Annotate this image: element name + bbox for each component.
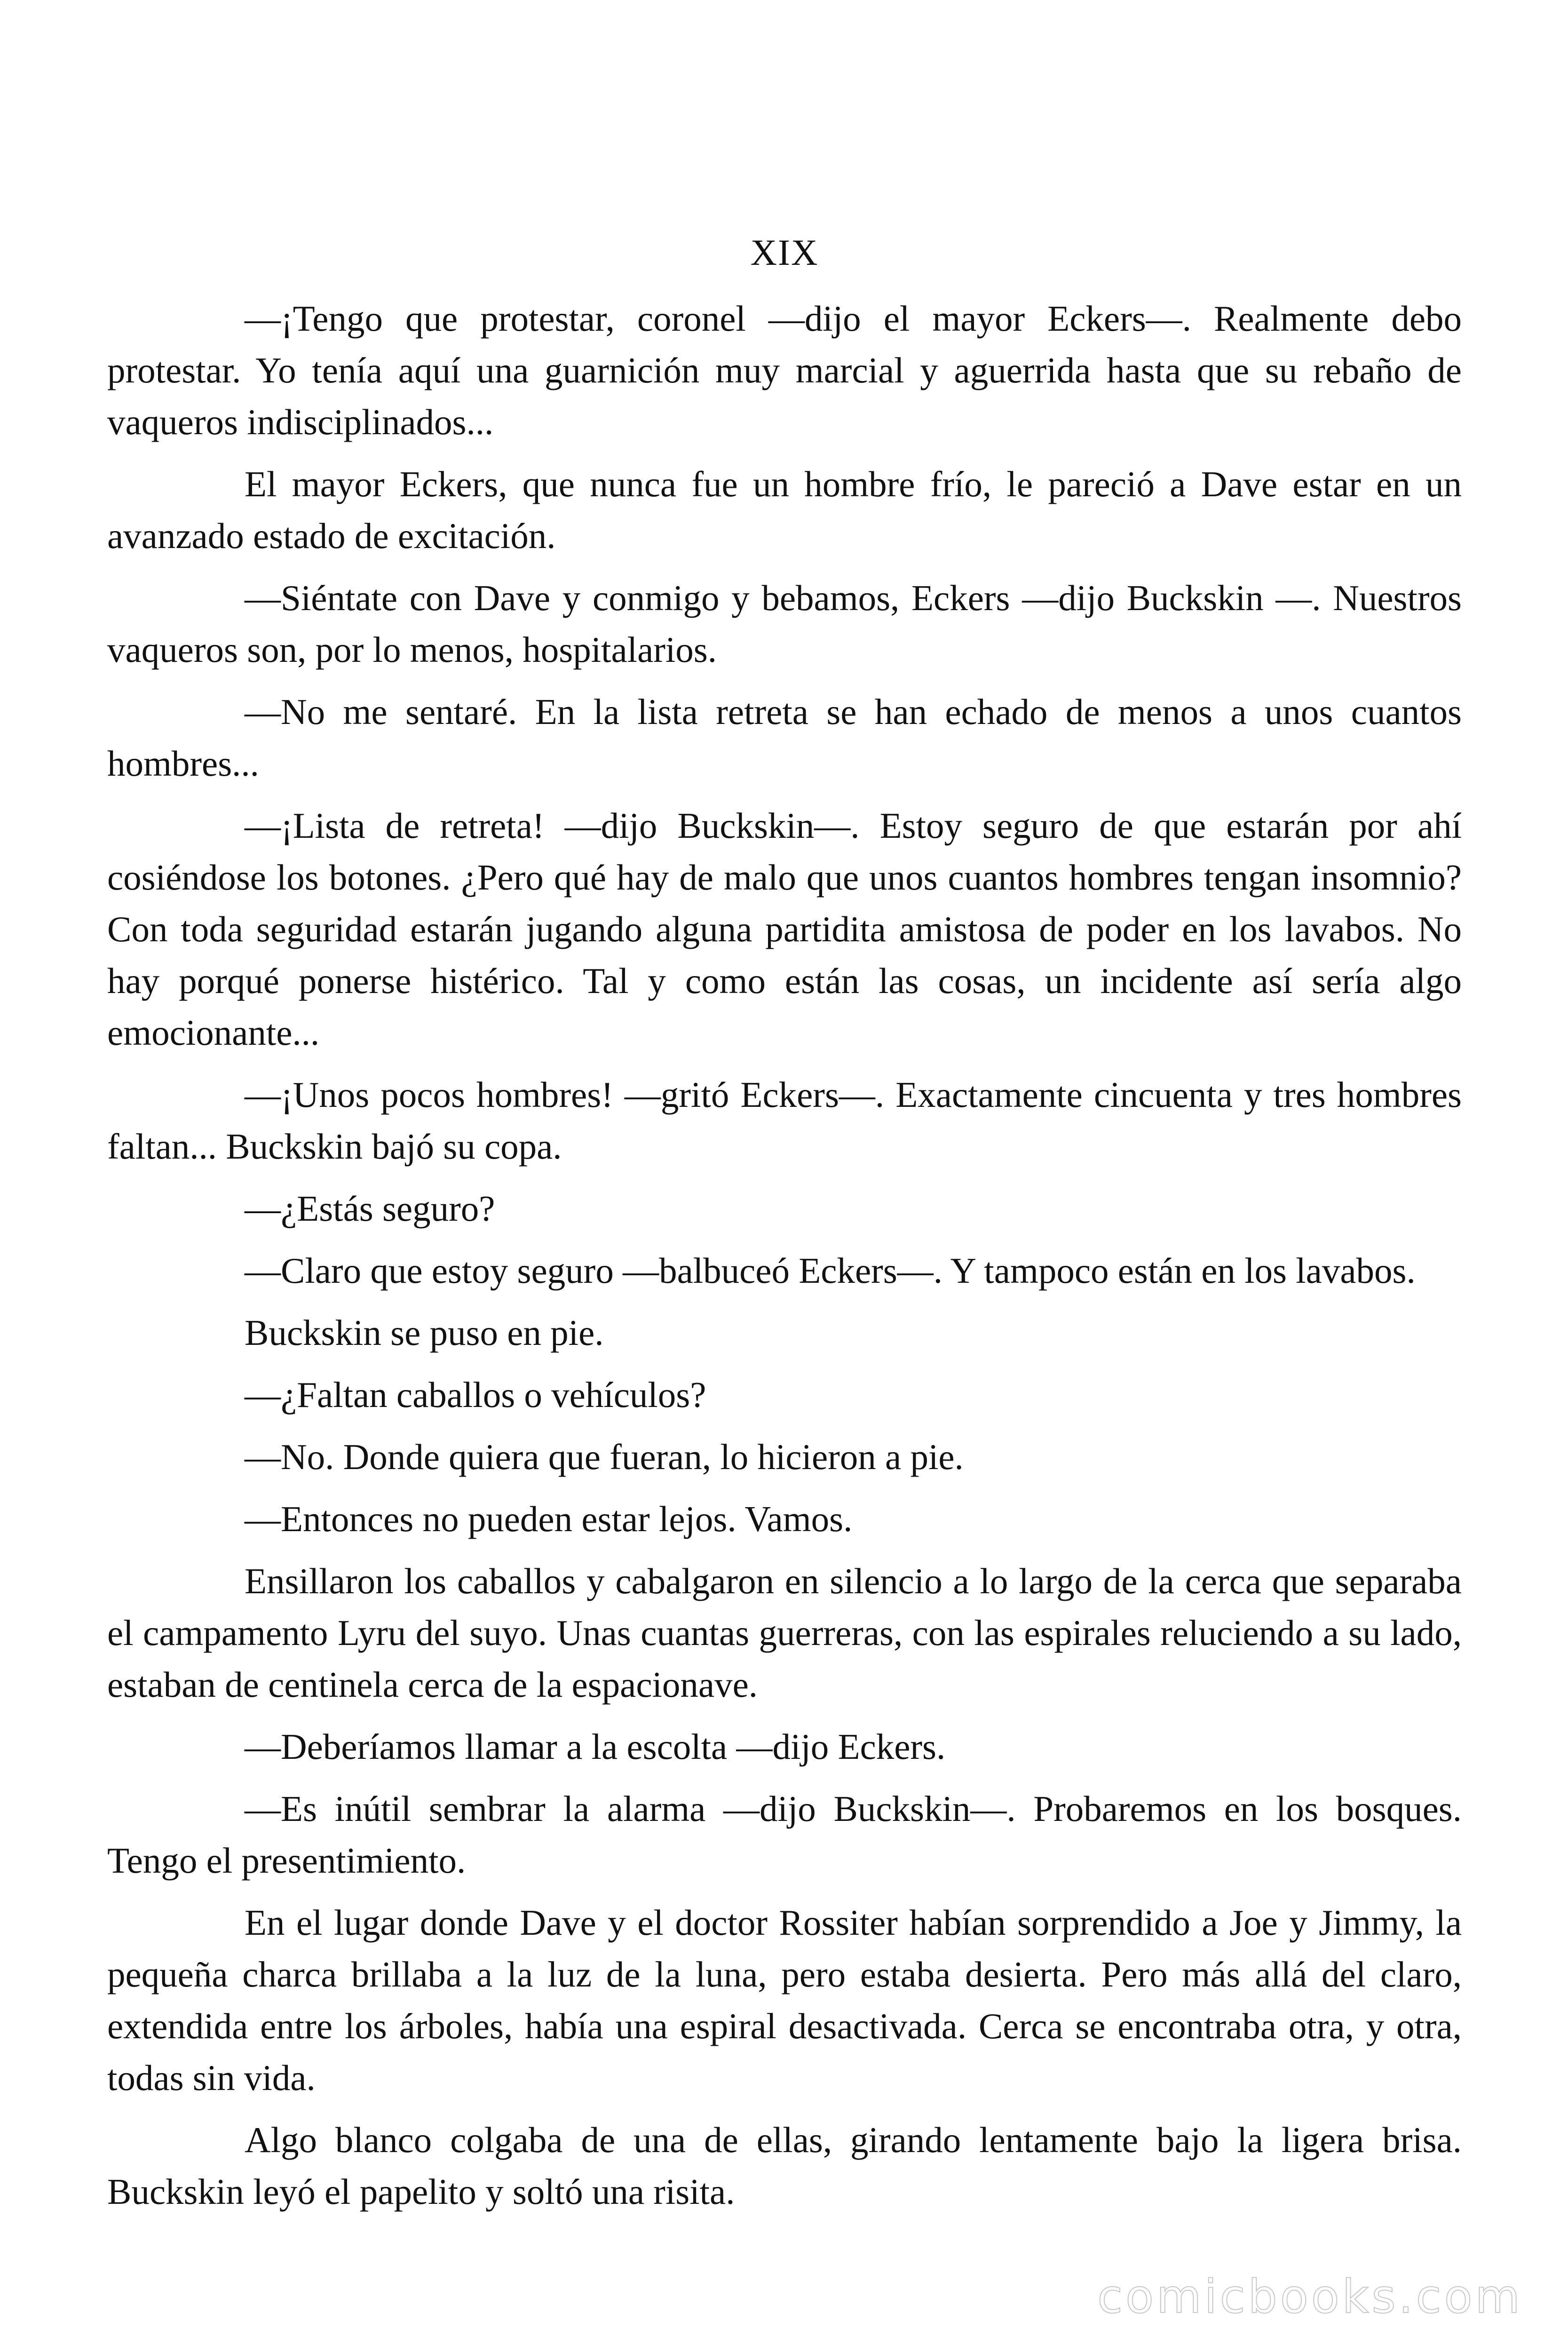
paragraph: —Es inútil sembrar la alarma —dijo Buckskin—. Probaremos en los bosques. Tengo el presentimiento. (107, 1788, 1462, 1881)
paragraph: —Deberíamos llamar a la escolta —dijo Eckers. (245, 1726, 946, 1767)
paragraph: Buckskin se puso en pie. (245, 1312, 604, 1353)
paragraph: —Entonces no pueden estar lejos. Vamos. (245, 1499, 853, 1539)
paragraph: Ensillaron los caballos y cabalgaron en silencio a lo largo de la cerca que separaba el campamento Lyru del suyo. Unas cuantas guerreras, con las espirales reluciendo a su lado, estaban de centinela cerca de la espacionave. (107, 1561, 1462, 1705)
paragraph: —No me sentaré. En la lista retreta se han echado de menos a unos cuantos hombres... (107, 691, 1462, 784)
paragraph: —¿Estás seguro? (245, 1188, 495, 1229)
paragraph: —¡Unos pocos hombres! —gritó Eckers—. Exactamente cincuenta y tres hombres faltan... Buckskin bajó su copa. (107, 1074, 1462, 1167)
book-page (107, 0, 1462, 2352)
paragraph: —¿Faltan caballos o vehículos? (245, 1375, 706, 1415)
paragraph: —No. Donde quiera que fueran, lo hicieron a pie. (245, 1437, 964, 1477)
paragraph: —Claro que estoy seguro —balbuceó Eckers—. Y tampoco están en los lavabos. (245, 1250, 1416, 1291)
paragraph: —¡Tengo que protestar, coronel —dijo el mayor Eckers—. Realmente debo protestar. Yo tenía aquí una guarnición muy marcial y aguerrida hasta que su rebaño de vaqueros indisciplinados... (107, 298, 1462, 442)
chapter-title: XIX (750, 232, 819, 273)
paragraph: Algo blanco colgaba de una de ellas, girando lentamente bajo la ligera brisa. Buckskin leyó el papelito y soltó una risita. (107, 2120, 1462, 2212)
paragraph: En el lugar donde Dave y el doctor Rossiter habían sorprendido a Joe y Jimmy, la pequeña charca brillaba a la luz de la luna, pero estaba desierta. Pero más allá del claro, extendida entre los árboles, había una espiral desactivada. Cerca se encontraba otra, y otra, todas sin vida. (107, 1902, 1462, 2098)
paragraph: —¡Lista de retreta! —dijo Buckskin—. Estoy seguro de que estarán por ahí cosiéndose los botones. ¿Pero qué hay de malo que unos cuantos hombres tengan insomnio? Con toda seguridad estarán jugando alguna partidita amistosa de poder en los lavabos. No hay porqué ponerse histérico. Tal y como están las cosas, un incidente así sería algo emocionante... (107, 805, 1462, 1053)
body-text (107, 293, 1462, 2228)
paragraph: —Siéntate con Dave y conmigo y bebamos, Eckers —dijo Buckskin —. Nuestros vaqueros son, por lo menos, hospitalarios. (107, 578, 1462, 670)
watermark: comicbooks.com (1097, 2270, 1523, 2324)
paragraph: El mayor Eckers, que nunca fue un hombre frío, le pareció a Dave estar en un avanzado estado de excitación. (107, 464, 1462, 556)
